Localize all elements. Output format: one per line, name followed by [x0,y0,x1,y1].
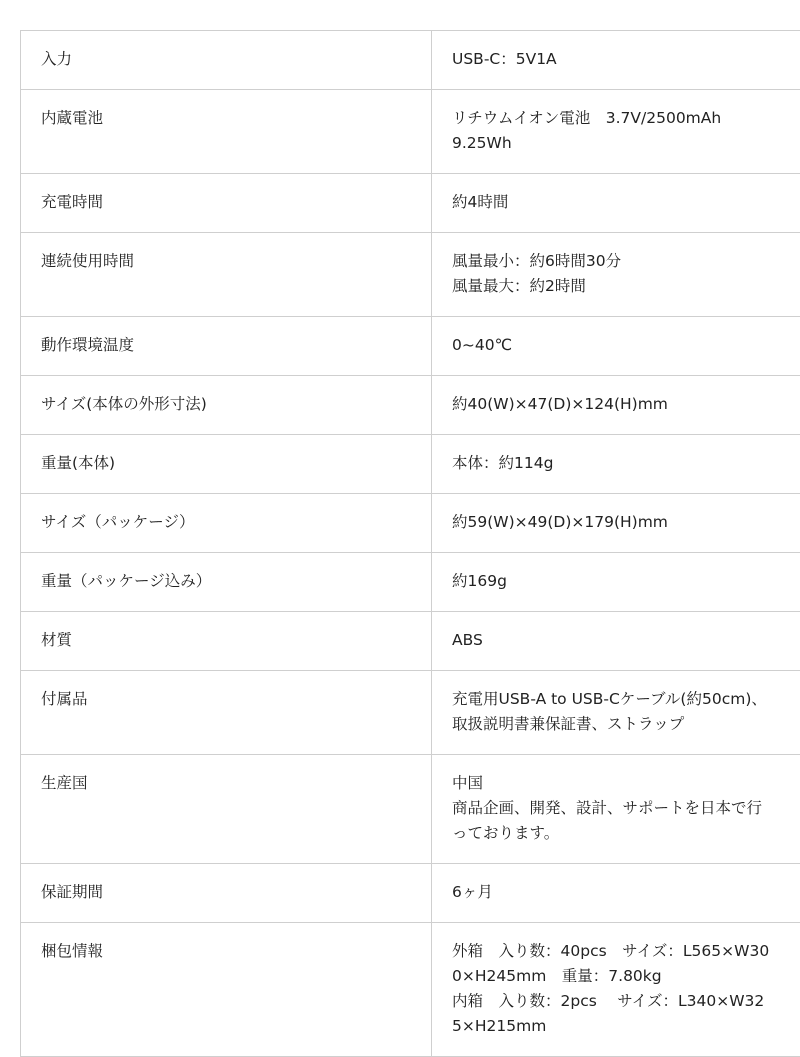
spec-label: 連続使用時間 [21,233,432,317]
spec-label: 付属品 [21,671,432,755]
spec-value [432,553,800,612]
spec-row [21,612,800,671]
spec-value-line: っております。 [452,821,800,846]
spec-row [21,923,800,1057]
spec-value [432,864,800,923]
spec-label: サイズ（パッケージ） [21,494,432,553]
spec-value-line: 風量最大：約2時間 [452,274,800,299]
spec-row [21,435,800,494]
spec-value-line: ABS [452,628,800,653]
spec-value-line: リチウムイオン電池 3.7V/2500mAh [452,106,800,131]
spec-value-line: 中国 [452,771,800,796]
spec-value-line: 取扱説明書兼保証書、ストラップ [452,712,800,737]
spec-value-line: USB-C：5V1A [452,47,800,72]
spec-label: 充電時間 [21,174,432,233]
spec-label: 生産国 [21,755,432,864]
spec-label: 重量（パッケージ込み） [21,553,432,612]
spec-row [21,317,800,376]
spec-row [21,233,800,317]
spec-value-line: 外箱 入り数：40pcs サイズ：L565×W30 [452,939,800,964]
spec-value [432,90,800,174]
spec-label: サイズ(本体の外形寸法) [21,376,432,435]
spec-row [21,671,800,755]
spec-value [432,923,800,1057]
spec-value [432,671,800,755]
spec-value [432,317,800,376]
spec-value [432,435,800,494]
spec-value [432,612,800,671]
spec-row [21,376,800,435]
spec-value-line: 0×H245mm 重量：7.80kg [452,964,800,989]
spec-value-line: 商品企画、開発、設計、サポートを日本で行 [452,796,800,821]
spec-label: 材質 [21,612,432,671]
spec-label: 保証期間 [21,864,432,923]
spec-value-line: 0~40℃ [452,333,800,358]
spec-value [432,31,800,90]
spec-value-line: 約40(W)×47(D)×124(H)mm [452,392,800,417]
spec-label: 入力 [21,31,432,90]
spec-label: 内蔵電池 [21,90,432,174]
spec-value-line: 風量最小：約6時間30分 [452,249,800,274]
spec-table [20,30,800,1057]
spec-row [21,31,800,90]
spec-value [432,494,800,553]
spec-value [432,755,800,864]
spec-value [432,174,800,233]
spec-label: 梱包情報 [21,923,432,1057]
spec-value-line: 約169g [452,569,800,594]
spec-value-line: 約4時間 [452,190,800,215]
spec-row [21,755,800,864]
spec-row [21,864,800,923]
spec-value-line: 本体：約114g [452,451,800,476]
spec-label: 重量(本体) [21,435,432,494]
spec-value-line: 充電用USB-A to USB-Cケーブル(約50cm)、 [452,687,800,712]
spec-value [432,233,800,317]
spec-value [432,376,800,435]
spec-row [21,174,800,233]
spec-row [21,553,800,612]
spec-value-line: 約59(W)×49(D)×179(H)mm [452,510,800,535]
spec-value-line: 6ヶ月 [452,880,800,905]
spec-row [21,494,800,553]
spec-value-line: 9.25Wh [452,131,800,156]
spec-row [21,90,800,174]
spec-value-line: 5×H215mm [452,1014,800,1039]
spec-label: 動作環境温度 [21,317,432,376]
spec-value-line: 内箱 入り数：2pcs サイズ：L340×W32 [452,989,800,1014]
